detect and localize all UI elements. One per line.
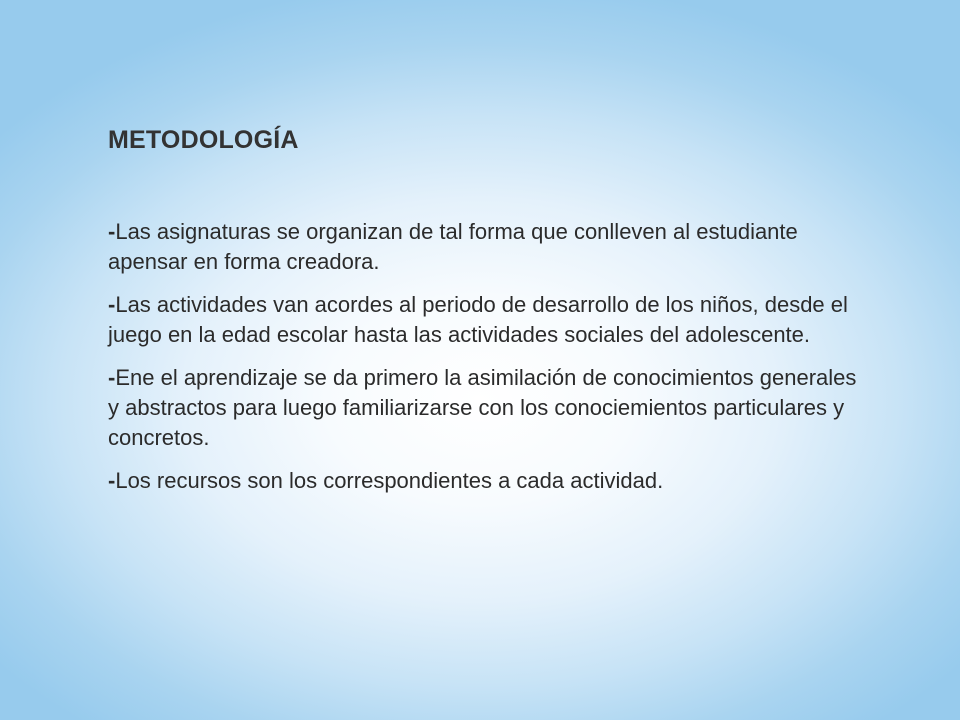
paragraph-3 <box>108 363 868 453</box>
paragraph-1 <box>108 217 868 277</box>
bullet-dash: - <box>108 292 116 317</box>
paragraph-text: Los recursos son los correspondientes a cada actividad. <box>115 468 664 493</box>
paragraph-text: Las actividades van acordes al periodo de desarrollo de los niños, desde el juego en la edad escolar hasta las actividades sociales del adolescente. <box>108 292 848 347</box>
bullet-dash: - <box>108 365 116 390</box>
paragraph-2 <box>108 290 868 350</box>
paragraph-text: Ene el aprendizaje se da primero la asimilación de conocimientos generales y abstractos para luego familiarizarse con los conociemientos particulares y concretos. <box>108 365 857 450</box>
bullet-dash: - <box>108 468 116 493</box>
slide-title: METODOLOGÍA <box>108 126 299 154</box>
paragraph-text: Las asignaturas se organizan de tal forma que conlleven al estudiante apensar en forma creadora. <box>108 219 798 274</box>
paragraph-4 <box>108 466 868 496</box>
slide-content <box>108 126 868 509</box>
bullet-dash: - <box>108 219 116 244</box>
